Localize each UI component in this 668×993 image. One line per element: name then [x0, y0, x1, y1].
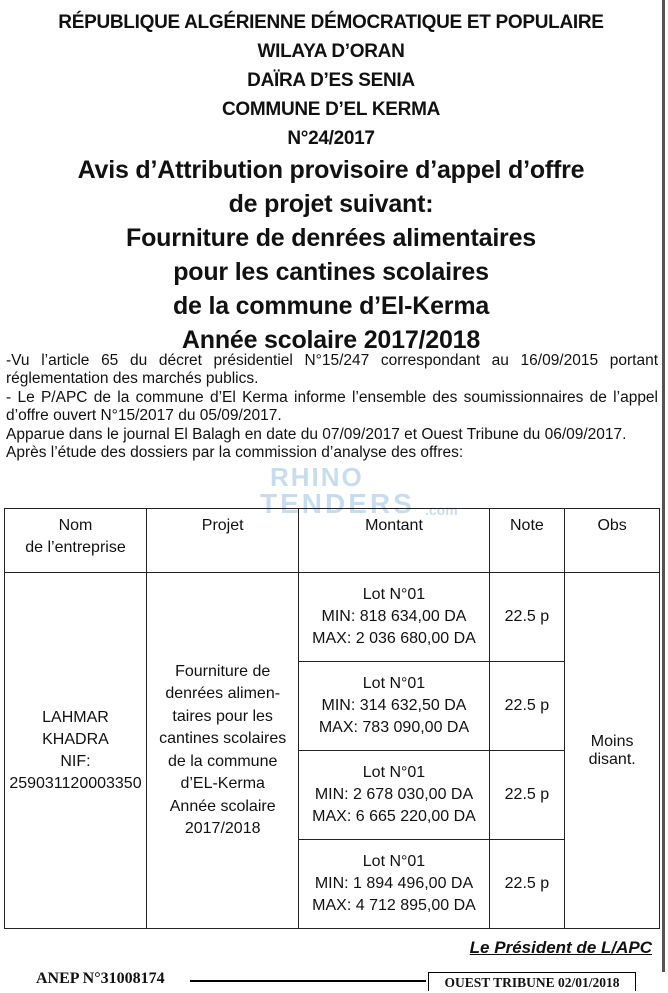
journal-reference: OUEST TRIBUNE 02/01/2018: [428, 972, 636, 991]
cell-note-2: 22.5 p: [489, 662, 565, 751]
lot-4-min: MIN: 1 894 496,00 DA: [314, 875, 474, 892]
cell-obs: [565, 573, 660, 929]
projet-line-3: taires pour les: [172, 707, 273, 725]
projet-line-2: denrées alimen-: [165, 685, 281, 702]
title-line-3: Fourniture de denrées alimentaires: [126, 224, 536, 252]
cell-note-1: 22.5 p: [489, 573, 565, 662]
header-entreprise-l2: de l’entreprise: [25, 539, 126, 556]
intro-paragraph-1: -Vu l’article 65 du décret présidentiel N°15/247 correspondant au 16/09/2015 portant réglementation des marchés publics.: [6, 352, 658, 388]
cell-note-3: 22.5 p: [489, 751, 565, 840]
cell-projet: [146, 573, 298, 929]
table-row: [5, 573, 660, 662]
header-block: [0, 8, 662, 357]
cell-lot-3: [299, 751, 489, 840]
lot-1-min: MIN: 818 634,00 DA: [321, 608, 467, 625]
intro-paragraph-4: Après l’étude des dossiers par la commission d’analyse des offres:: [6, 444, 464, 462]
lot-1-max: MAX: 2 036 680,00 DA: [312, 630, 476, 647]
lot-2-max: MAX: 783 090,00 DA: [318, 719, 470, 736]
header-commune: COMMUNE D’EL KERMA: [221, 99, 441, 120]
footer-divider: [190, 980, 426, 982]
obs-line-2: disant.: [588, 750, 636, 768]
cell-note-4: 22.5 p: [489, 840, 565, 929]
anep-reference: ANEP N°31008174: [36, 970, 165, 987]
attribution-table: [4, 508, 660, 929]
header-montant: Montant: [299, 509, 489, 573]
title-line-5: de la commune d’El-Kerma: [172, 292, 490, 320]
signature: Le Président de L/APC: [469, 938, 652, 957]
intro-paragraph-2: - Le P/APC de la commune d’El Kerma informe l’ensemble des soumissionnaires de l’appel d’offre ouvert N°15/2017 du 05/09/2017.: [6, 388, 658, 425]
entreprise-line-2: KHADRA: [42, 730, 109, 748]
header-number: N°24/2017: [287, 128, 375, 149]
header-obs: Obs: [565, 509, 660, 573]
projet-line-4: cantines scolaires: [159, 730, 287, 747]
projet-line-7: Année scolaire: [169, 797, 276, 815]
lot-4-label: Lot N°01: [362, 853, 426, 870]
lot-2-min: MIN: 314 632,50 DA: [321, 697, 467, 714]
cell-lot-4: [299, 840, 489, 929]
lot-3-label: Lot N°01: [362, 764, 426, 781]
title-line-2: de projet suivant:: [228, 190, 434, 218]
title-line-4: pour les cantines scolaires: [173, 258, 489, 286]
lot-2-label: Lot N°01: [362, 675, 426, 692]
watermark-tenders: TENDERS: [260, 488, 415, 519]
lot-3-min: MIN: 2 678 030,00 DA: [314, 786, 474, 803]
entreprise-line-1: LAHMAR: [42, 708, 109, 726]
obs-line-1: Moins: [590, 732, 634, 750]
watermark-com: .com: [425, 502, 458, 518]
header-daira: DAÏRA D’ES SENIA: [247, 70, 415, 91]
projet-line-6: d’EL-Kerma: [180, 775, 265, 792]
header-republic: RÉPUBLIQUE ALGÉRIENNE DÉMOCRATIQUE ET POPULAIRE: [58, 12, 604, 33]
cell-lot-2: [299, 662, 489, 751]
lot-1-label: Lot N°01: [362, 586, 426, 603]
cell-entreprise: [5, 573, 147, 929]
header-note: Note: [489, 509, 565, 573]
lot-3-max: MAX: 6 665 220,00 DA: [312, 808, 476, 825]
header-entreprise: [5, 509, 147, 573]
projet-line-1: Fourniture de: [175, 662, 271, 680]
lot-4-max: MAX: 4 712 895,00 DA: [312, 897, 476, 914]
cell-lot-1: [299, 573, 489, 662]
entreprise-line-4: 259031120003350: [9, 774, 142, 792]
projet-line-5: de la commune: [167, 752, 278, 770]
header-entreprise-l1: Nom: [58, 517, 93, 534]
header-wilaya: WILAYA D’ORAN: [257, 41, 405, 62]
title-line-6: Année scolaire 2017/2018: [181, 326, 481, 354]
title-line-1: Avis d’Attribution provisoire d’appel d’offre: [77, 156, 585, 184]
header-projet: Projet: [146, 509, 298, 573]
table-header-row: [5, 509, 660, 573]
watermark-rhino: RHINO: [270, 462, 364, 492]
intro-paragraph-3: Apparue dans le journal El Balagh en date du 07/09/2017 et Ouest Tribune du 06/09/2017.: [6, 425, 627, 443]
projet-line-8: 2017/2018: [184, 820, 261, 837]
intro-text: [6, 352, 658, 462]
entreprise-line-3: NIF:: [60, 752, 91, 770]
